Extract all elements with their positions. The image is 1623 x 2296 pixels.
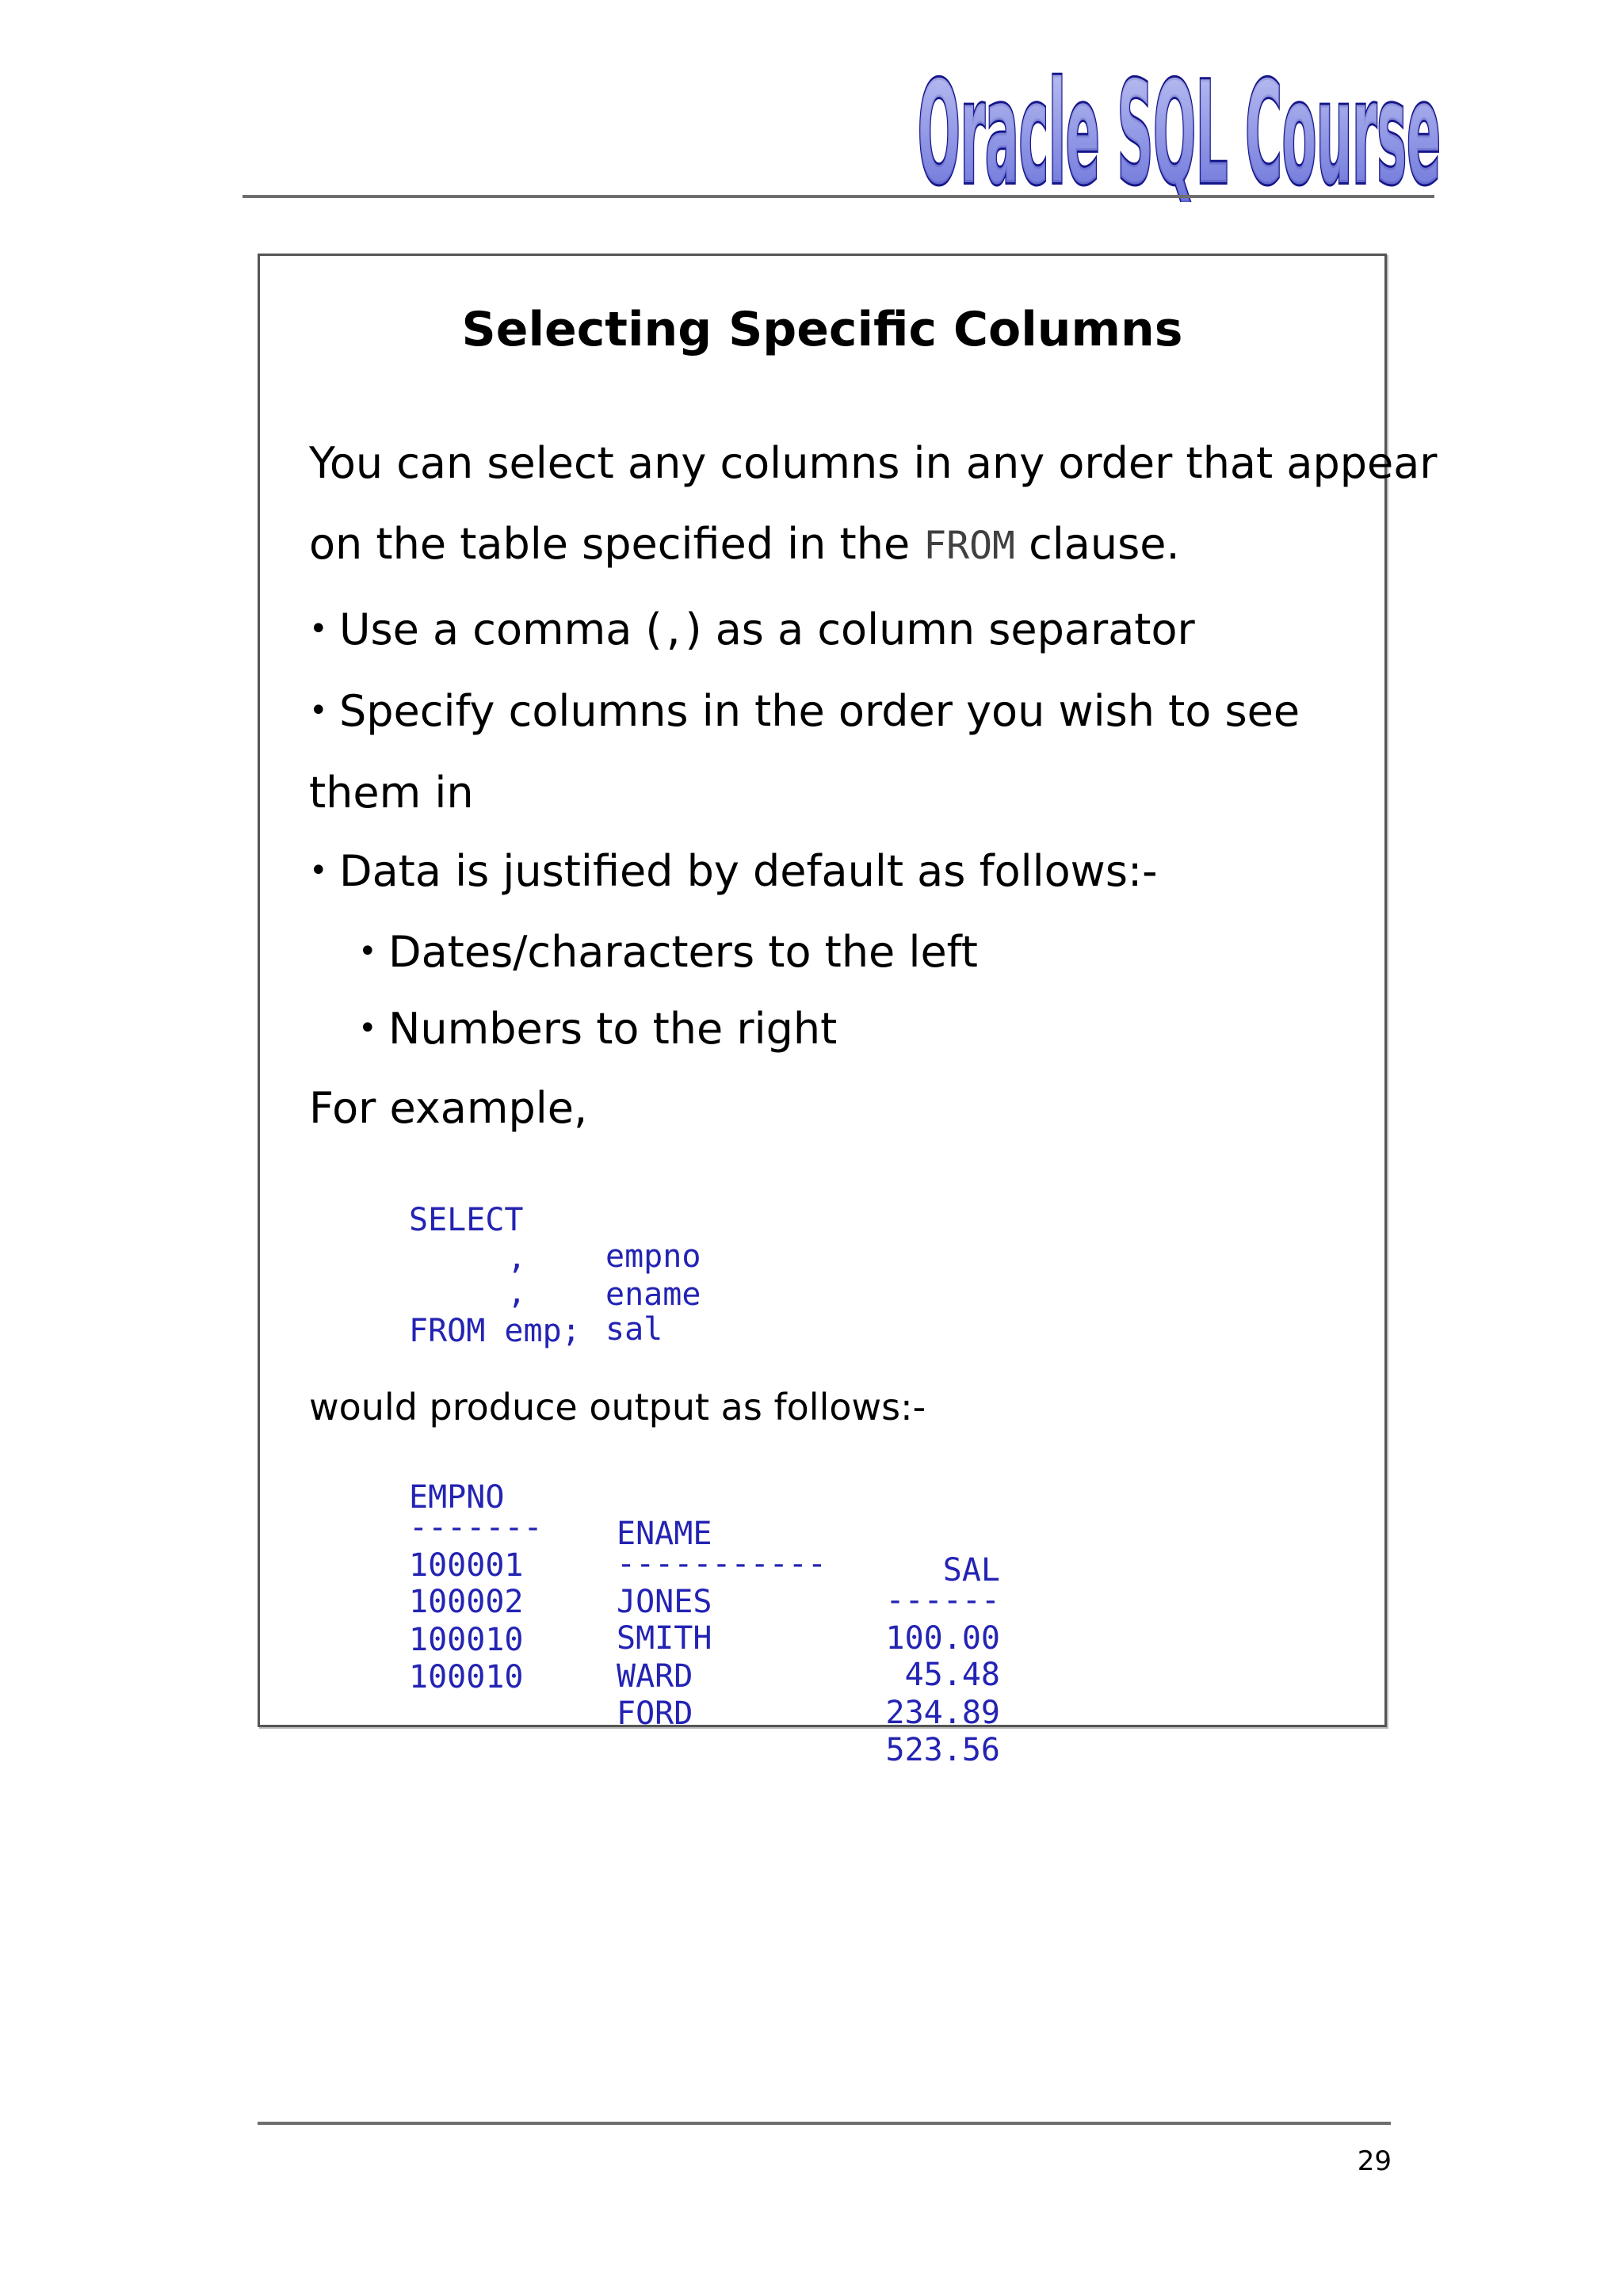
intro-line-2-text: on the table specified in the bbox=[309, 519, 924, 569]
bullet-order-text: Specify columns in the order you wish to see bbox=[339, 686, 1300, 736]
intro-line-2-end: clause. bbox=[1014, 519, 1180, 569]
bullet-dot-icon: • bbox=[358, 933, 377, 970]
bullet-dot-icon: • bbox=[309, 852, 328, 889]
sql-code-block bbox=[409, 1165, 964, 1349]
svg-text:Oracle SQL Course: Oracle SQL Course bbox=[918, 51, 1441, 202]
separator-ename: ----------- bbox=[617, 1546, 827, 1582]
cell-sal: 45.48 bbox=[904, 1657, 1000, 1693]
intro-line-2 bbox=[309, 519, 1180, 569]
output-intro: would produce output as follows:- bbox=[309, 1386, 926, 1428]
comma-symbol: , bbox=[662, 609, 685, 654]
cell-ename: WARD bbox=[617, 1658, 693, 1695]
sub-bullet-right-text: Numbers to the right bbox=[388, 1004, 838, 1054]
cell-empno: 100010 bbox=[409, 1659, 524, 1695]
cell-ename: JONES bbox=[617, 1584, 712, 1620]
cell-sal: 100.00 bbox=[885, 1620, 1000, 1657]
sub-bullet-left bbox=[358, 927, 978, 977]
bullet-comma bbox=[309, 605, 1195, 654]
cell-sal: 234.89 bbox=[885, 1695, 1000, 1731]
code-line bbox=[409, 1275, 581, 1386]
footer-divider bbox=[258, 2122, 1391, 2125]
header-ename: ENAME bbox=[617, 1516, 712, 1552]
for-example-label: For example, bbox=[309, 1083, 588, 1133]
separator-empno: ------- bbox=[409, 1509, 543, 1546]
bullet-order bbox=[309, 686, 1300, 736]
code-comma: , bbox=[507, 1275, 527, 1311]
output-table bbox=[409, 1443, 1011, 1768]
code-column: sal bbox=[605, 1311, 663, 1348]
bullet-comma-text-start: Use a comma ( bbox=[339, 605, 663, 654]
bullet-justified bbox=[309, 846, 1158, 896]
cell-ename: SMITH bbox=[617, 1620, 712, 1657]
svg-text:Oracle SQL Course: Oracle SQL Course bbox=[918, 51, 1441, 202]
header-divider bbox=[242, 195, 1434, 198]
slide-title: Selecting Specific Columns bbox=[461, 302, 1183, 357]
slide-panel bbox=[258, 254, 1438, 1768]
code-column: empno bbox=[605, 1238, 701, 1275]
cell-empno: 100002 bbox=[409, 1584, 524, 1620]
separator-sal: ------ bbox=[885, 1582, 1000, 1619]
bullet-order-continuation: them in bbox=[309, 768, 474, 818]
cell-empno: 100001 bbox=[409, 1547, 524, 1584]
bullet-dot-icon: • bbox=[309, 692, 328, 729]
code-keyword: SELECT bbox=[409, 1202, 524, 1238]
code-from-clause: FROM emp; bbox=[409, 1313, 581, 1349]
oracle-sql-course-logo bbox=[911, 44, 1450, 202]
sub-bullet-right bbox=[358, 1004, 837, 1054]
code-column: ename bbox=[605, 1276, 701, 1313]
cell-sal: 523.56 bbox=[885, 1732, 1000, 1768]
header-sal: SAL bbox=[942, 1552, 1000, 1589]
intro-line-1: You can select any columns in any order that appear bbox=[309, 438, 1438, 488]
cell-empno: 100010 bbox=[409, 1622, 524, 1658]
table-row bbox=[409, 1623, 1011, 1805]
bullet-justified-text: Data is justified by default as follows:- bbox=[339, 846, 1158, 896]
page-number: 29 bbox=[1357, 2145, 1392, 2177]
sub-bullet-left-text: Dates/characters to the left bbox=[388, 927, 978, 977]
code-comma: , bbox=[507, 1240, 527, 1276]
bullet-comma-text-end: ) as a column separator bbox=[685, 605, 1195, 654]
bullet-dot-icon: • bbox=[358, 1010, 377, 1047]
bullet-dot-icon: • bbox=[309, 611, 328, 647]
header-empno: EMPNO bbox=[409, 1479, 505, 1516]
cell-ename: FORD bbox=[617, 1695, 693, 1732]
from-keyword: FROM bbox=[923, 524, 1015, 568]
